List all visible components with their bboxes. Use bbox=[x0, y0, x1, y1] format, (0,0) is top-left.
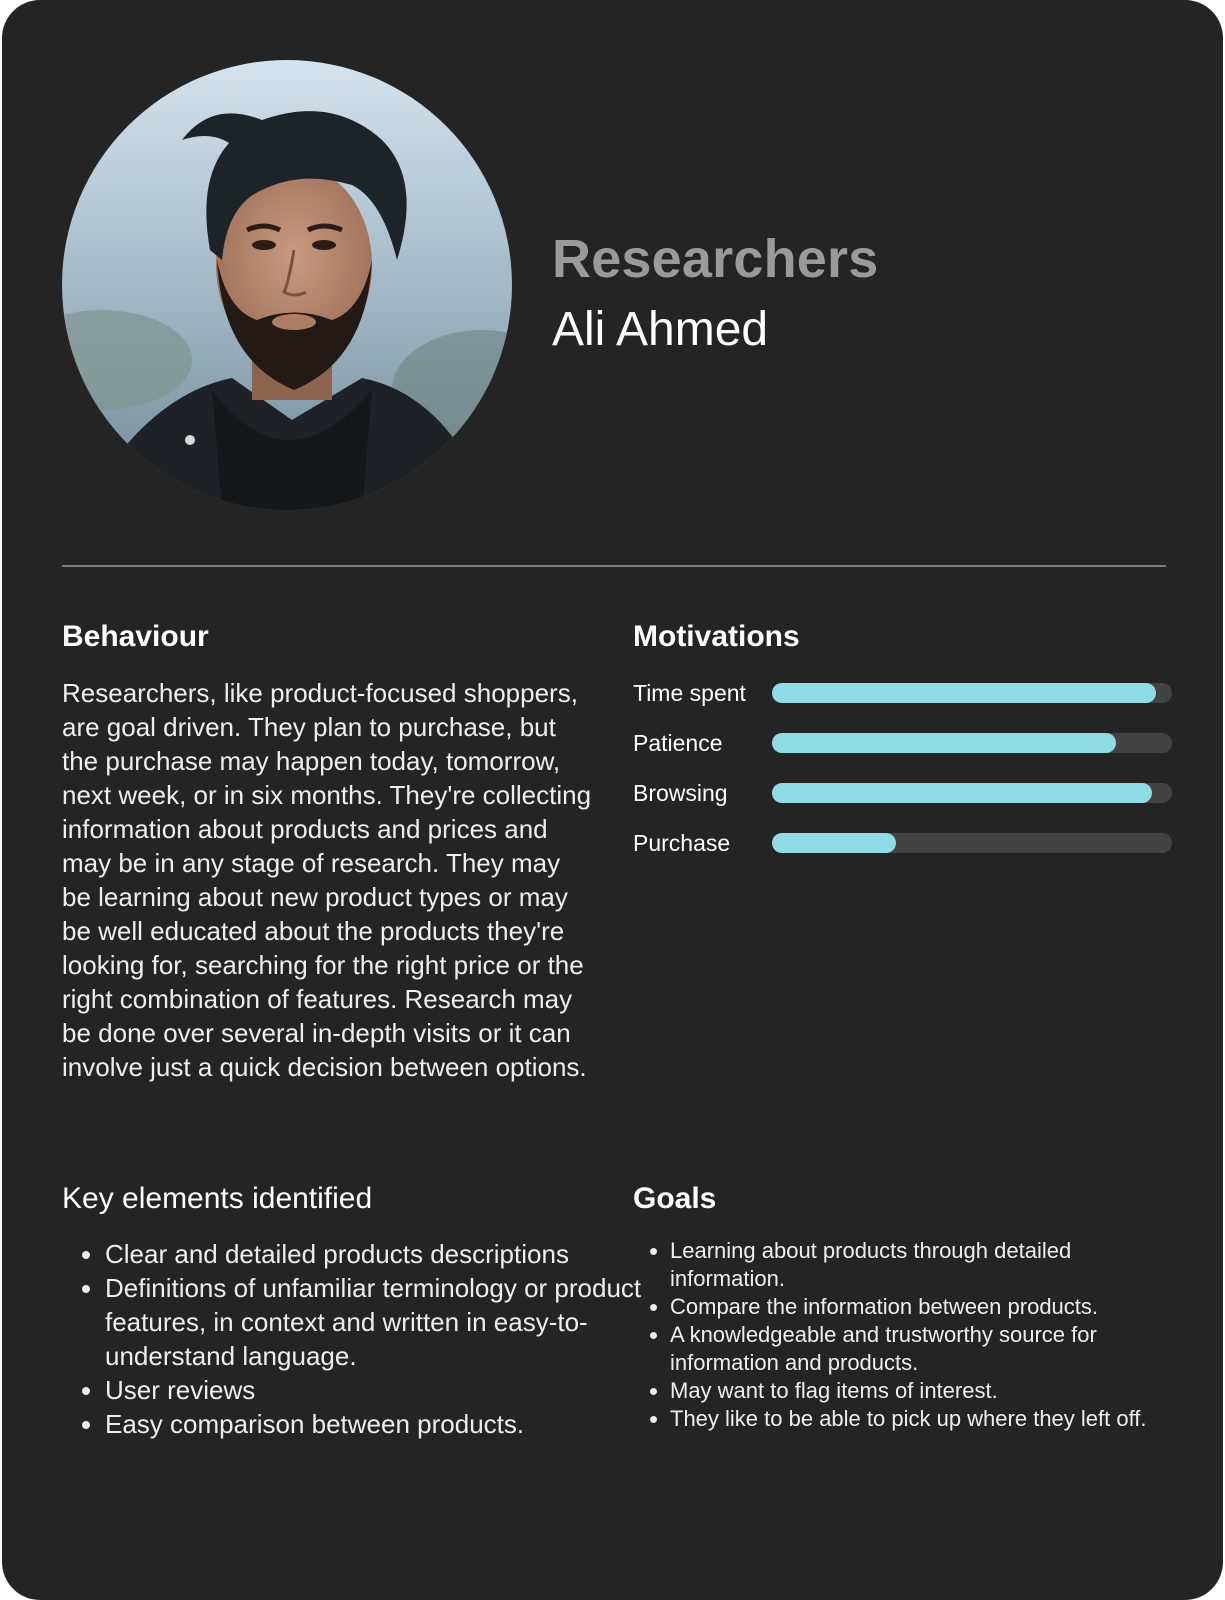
motivation-label: Purchase bbox=[633, 830, 731, 856]
motivation-row-time-spent bbox=[633, 678, 1173, 708]
motivation-bar-track bbox=[772, 683, 1172, 703]
divider bbox=[62, 565, 1166, 567]
persona-name: Ali Ahmed bbox=[552, 303, 769, 356]
motivation-row-patience bbox=[633, 728, 1173, 758]
motivation-bar-fill bbox=[772, 783, 1152, 803]
motivation-label: Time spent bbox=[633, 680, 746, 706]
motivation-label: Patience bbox=[633, 730, 723, 756]
list-item: • A knowledgeable and trustworthy source for information and products. bbox=[670, 1321, 1190, 1377]
motivations-title: Motivations bbox=[633, 620, 800, 653]
persona-photo-image bbox=[62, 60, 512, 510]
motivation-row-browsing bbox=[633, 778, 1173, 808]
persona-photo bbox=[62, 60, 512, 510]
motivation-row-purchase bbox=[633, 828, 1173, 858]
goals-title: Goals bbox=[633, 1182, 717, 1215]
key-elements-list bbox=[62, 1237, 645, 1441]
behaviour-text: Researchers, like product-focused shoppers, are goal driven. They plan to purchase, but the purchase may happen today, tomorrow, next week, or in six months. They're collecting information about products and prices and may be in any stage of research. They may be learning about new product types or may be well educated about the products they're looking for, searching for the right price or the right combination of features. Research may be done over several in-depth visits or it can involve just a quick decision between options. bbox=[62, 678, 592, 1082]
persona-card bbox=[2, 0, 1223, 1600]
list-item: • Clear and detailed products descriptions bbox=[105, 1237, 645, 1271]
persona-type: Researchers bbox=[552, 229, 879, 289]
list-item: • Compare the information between products. bbox=[670, 1293, 1190, 1321]
list-item: • Definitions of unfamiliar terminology or product features, in context and written in easy-to-understand language. bbox=[105, 1271, 645, 1373]
motivation-bar-fill bbox=[772, 733, 1116, 753]
motivation-bar-track bbox=[772, 783, 1172, 803]
motivation-bar-fill bbox=[772, 683, 1156, 703]
list-item: • Easy comparison between products. bbox=[105, 1407, 645, 1441]
motivation-bar-track bbox=[772, 733, 1172, 753]
list-item: • May want to flag items of interest. bbox=[670, 1377, 1190, 1405]
key-elements-title: Key elements identified bbox=[62, 1182, 373, 1215]
behaviour-title: Behaviour bbox=[62, 620, 209, 653]
motivation-label: Browsing bbox=[633, 780, 728, 806]
motivation-bar-track bbox=[772, 833, 1172, 853]
list-item: • Learning about products through detailed information. bbox=[670, 1237, 1190, 1293]
motivation-bar-fill bbox=[772, 833, 896, 853]
goals-list bbox=[633, 1237, 1190, 1433]
list-item: • User reviews bbox=[105, 1373, 645, 1407]
list-item: • They like to be able to pick up where they left off. bbox=[670, 1405, 1190, 1433]
